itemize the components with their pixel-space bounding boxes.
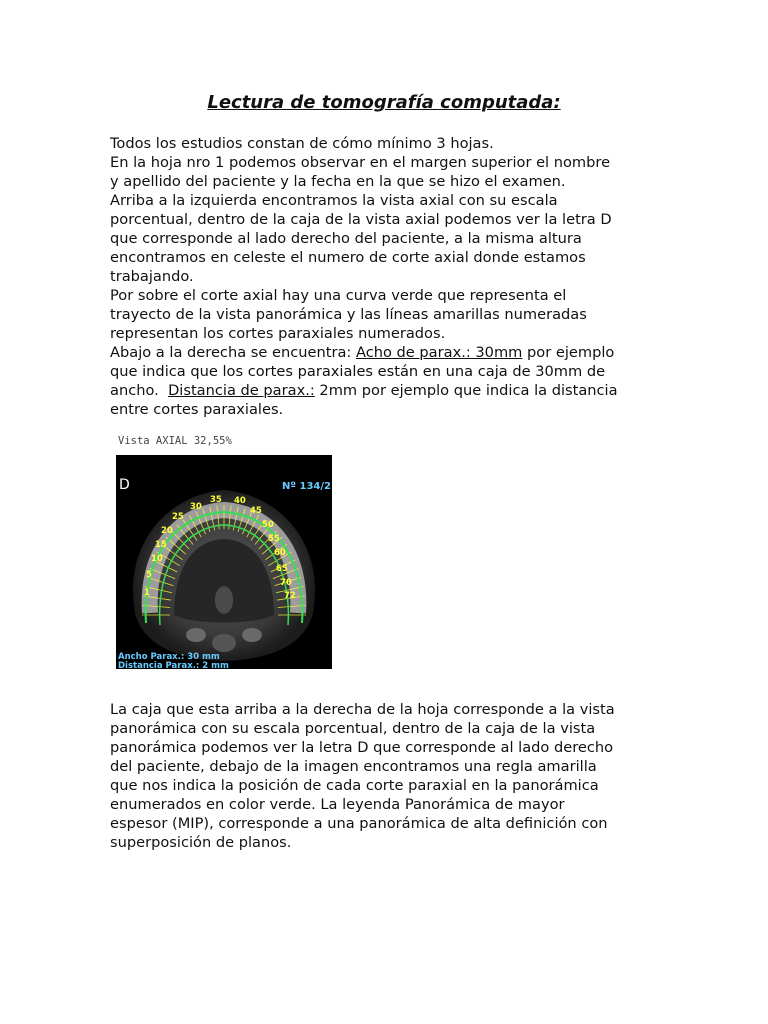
text-line: panorámica podemos ver la letra D que corresponde al lado derecho bbox=[110, 739, 614, 756]
slice-label-right: 70 bbox=[280, 578, 292, 588]
slice-label-right: 60 bbox=[274, 548, 286, 558]
panoramic-paragraph bbox=[110, 700, 670, 852]
page-title: Lectura de tomografía computada: bbox=[207, 92, 561, 113]
ct-scan-image bbox=[116, 455, 332, 669]
slice-label-right: 55 bbox=[268, 534, 280, 544]
text-line: La caja que esta arriba a la derecha de la hoja corresponde a la vista bbox=[110, 701, 615, 718]
slice-label-right: 45 bbox=[250, 506, 262, 516]
text-line: trabajando. bbox=[110, 268, 194, 285]
bone-detail bbox=[242, 628, 262, 642]
text-line bbox=[110, 381, 670, 400]
footer-distancia-parax: Distancia Parax.: 2 mm bbox=[118, 661, 229, 669]
text-line: panorámica con su escala porcentual, dentro de la caja de la vista bbox=[110, 720, 596, 737]
slice-label-right: 72 bbox=[284, 591, 296, 601]
text-line: del paciente, debajo de la imagen encontramos una regla amarilla bbox=[110, 758, 597, 775]
text-line bbox=[110, 343, 670, 362]
text-line: que nos indica la posición de cada corte paraxial en la panorámica bbox=[110, 777, 599, 794]
text-span: ancho. bbox=[110, 382, 169, 399]
bone-detail bbox=[212, 634, 236, 652]
text-line: superposición de planos. bbox=[110, 834, 292, 851]
slice-label-left: 15 bbox=[155, 540, 167, 550]
footer-ancho-parax: Ancho Parax.: 30 mm bbox=[118, 652, 220, 662]
text-line: Arriba a la izquierda encontramos la vista axial con su escala bbox=[110, 192, 558, 209]
side-letter-d: D bbox=[119, 477, 130, 493]
text-line: En la hoja nro 1 podemos observar en el margen superior el nombre bbox=[110, 154, 611, 171]
slice-label-left: 1 bbox=[144, 588, 150, 598]
slice-label-right: 65 bbox=[276, 564, 288, 574]
text-line: encontramos en celeste el numero de corte axial donde estamos bbox=[110, 249, 586, 266]
axial-view-figure bbox=[116, 435, 332, 669]
underlined-term-distancia-parax: Distancia de parax.: bbox=[168, 382, 315, 399]
text-span: 2mm por ejemplo que indica la distancia bbox=[314, 382, 618, 399]
underlined-term-ancho-parax: Acho de parax.: 30mm bbox=[355, 344, 523, 361]
text-line: espesor (MIP), corresponde a una panorámica de alta definición con bbox=[110, 815, 608, 832]
text-span: Abajo a la derecha se encuentra: bbox=[110, 344, 356, 361]
text-line: trayecto de la vista panorámica y las líneas amarillas numeradas bbox=[110, 306, 587, 323]
text-line: y apellido del paciente y la fecha en la que se hizo el examen. bbox=[110, 173, 566, 190]
slice-label-left: 10 bbox=[151, 554, 163, 564]
slice-label-left: 35 bbox=[210, 495, 222, 505]
intro-paragraph bbox=[110, 134, 670, 419]
text-line: que corresponde al lado derecho del paciente, a la misma altura bbox=[110, 230, 582, 247]
slice-label-right: 40 bbox=[234, 496, 246, 506]
slice-label-left: 5 bbox=[146, 570, 152, 580]
slice-label-right: 50 bbox=[262, 520, 274, 530]
text-line: representan los cortes paraxiales numerados. bbox=[110, 325, 446, 342]
slice-label-left: 20 bbox=[161, 526, 173, 536]
text-line: entre cortes paraxiales. bbox=[110, 401, 284, 418]
axial-ct-scan bbox=[116, 455, 332, 669]
slice-label-left: 25 bbox=[172, 512, 184, 522]
slice-label-left: 30 bbox=[190, 502, 202, 512]
bone-detail bbox=[186, 628, 206, 642]
text-span: por ejemplo bbox=[522, 344, 615, 361]
slice-number: Nº 134/2 bbox=[282, 481, 331, 492]
text-line: porcentual, dentro de la caja de la vista axial podemos ver la letra D bbox=[110, 211, 612, 228]
text-line: Por sobre el corte axial hay una curva verde que representa el bbox=[110, 287, 567, 304]
bone-detail bbox=[215, 586, 233, 614]
text-line: Todos los estudios constan de cómo mínimo 3 hojas. bbox=[110, 135, 494, 152]
figure-caption: Vista AXIAL 32,55% bbox=[118, 435, 232, 447]
text-line: que indica que los cortes paraxiales están en una caja de 30mm de bbox=[110, 363, 606, 380]
text-line: enumerados en color verde. La leyenda Panorámica de mayor bbox=[110, 796, 565, 813]
